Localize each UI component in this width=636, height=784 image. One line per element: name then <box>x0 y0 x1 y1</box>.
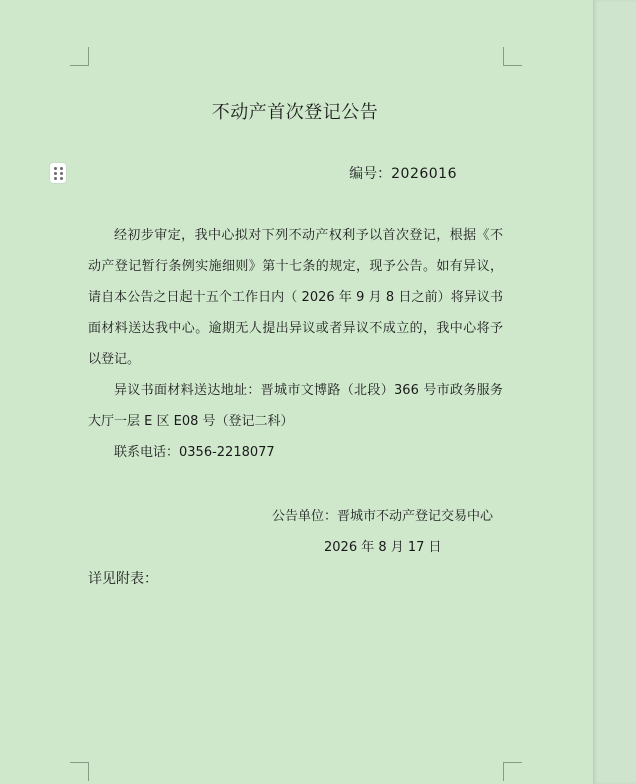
page-title: 不动产首次登记公告 <box>211 102 379 123</box>
crop-mark-top-right <box>503 47 522 66</box>
signature-block <box>88 501 503 563</box>
document-body <box>88 220 503 468</box>
appendix-note: 详见附表： <box>88 571 158 587</box>
paragraph-phone: 联系电话：0356-2218077 <box>114 445 275 460</box>
crop-mark-bottom-right <box>503 762 522 781</box>
issuer-line: 公告单位：晋城市不动产登记交易中心 <box>271 509 493 524</box>
drag-handle-icon[interactable] <box>50 163 66 183</box>
date-line: 2026 年 8 月 17 日 <box>324 540 442 555</box>
crop-mark-bottom-left <box>70 762 89 781</box>
paragraph-address: 异议书面材料送达地址：晋城市文博路（北段）366 号市政务服务大厅一层 E 区 E08 号（登记二科） <box>88 383 503 429</box>
paragraph-notice: 经初步审定，我中心拟对下列不动产权利予以首次登记，根据《不动产登记暂行条例实施细则》第十七条的规定，现予公告。如有异议，请自本公告之日起十五个工作日内（ 2026 年 9 月 8 日之前）将异议书面材料送达我中心。逾期无人提出异议或者异议不成立的，我中心将予以登记。 <box>88 228 503 367</box>
document-number-label: 编号： <box>349 166 392 182</box>
crop-mark-top-left <box>70 47 89 66</box>
document-number <box>349 163 457 183</box>
window-gutter <box>593 0 636 784</box>
document-number-value: 2026016 <box>391 166 457 182</box>
